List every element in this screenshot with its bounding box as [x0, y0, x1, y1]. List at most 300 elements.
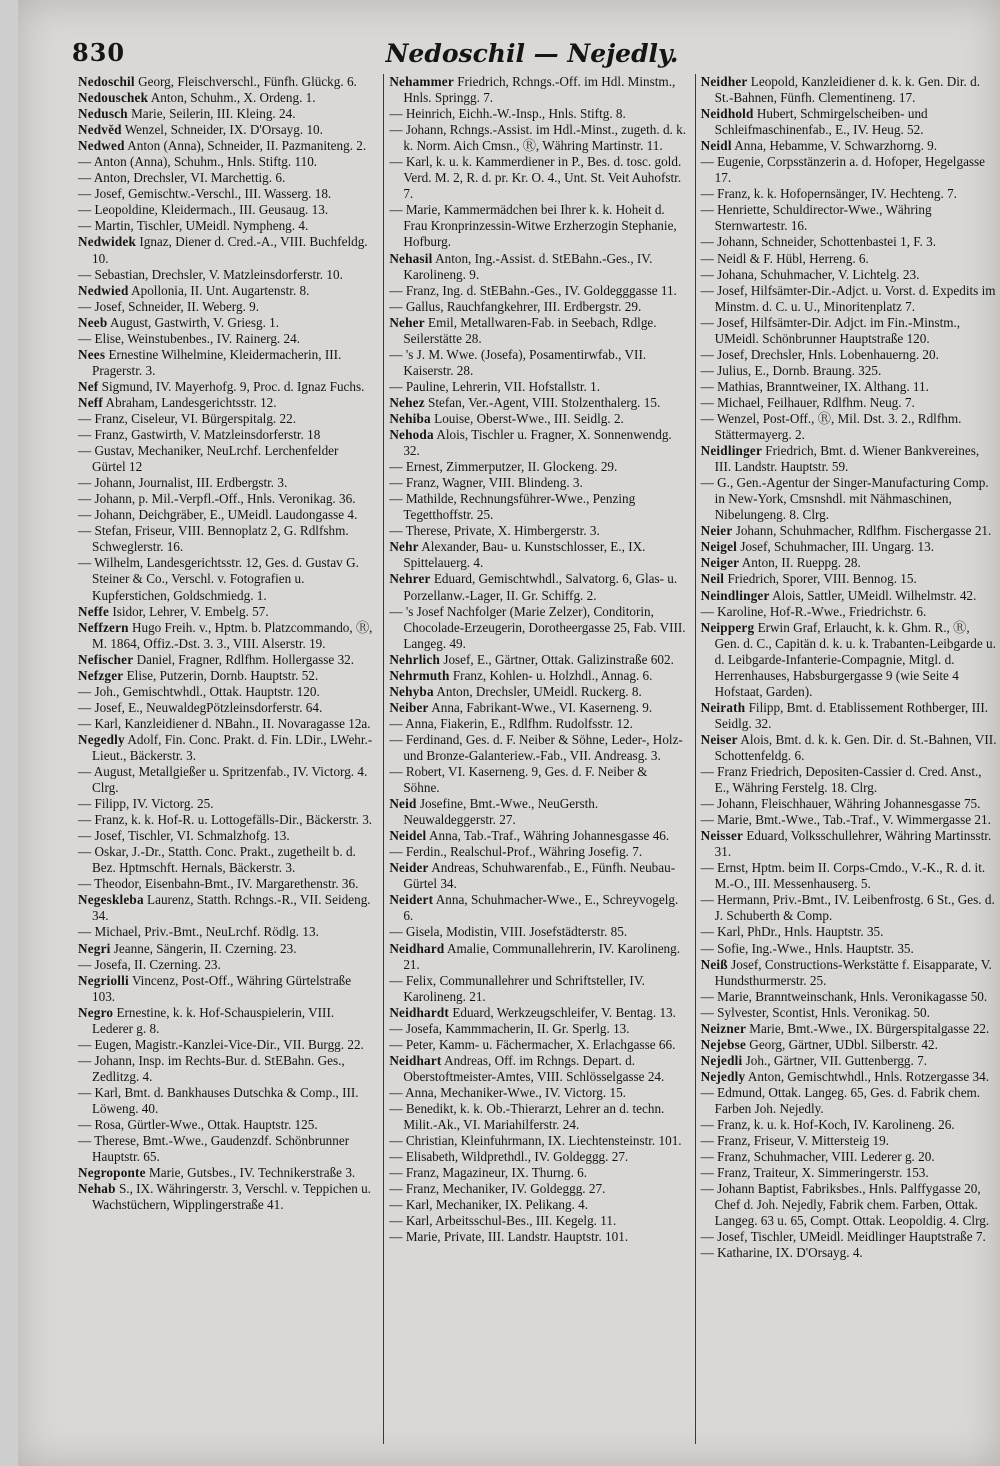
directory-entry [701, 1021, 998, 1037]
entry-text: — Felix, Communallehrer und Schriftsteller, IV. Karolineng. 21. [389, 972, 645, 1004]
entry-surname: Neiß [700, 956, 728, 972]
entry-surname: Neindlinger [700, 587, 770, 603]
entry-text: Vincenz, Post-Off., Währing Gürtelstraße 103. [92, 972, 352, 1004]
entry-text: — Therese, Bmt.-Wwe., Gaudenzdf. Schönbrunner Hauptstr. 65. [78, 1133, 350, 1165]
directory-entry [701, 1085, 998, 1117]
directory-entry [78, 844, 375, 876]
directory-entry [78, 1181, 375, 1213]
directory-entry [389, 347, 686, 379]
entry-text: — Josef, Drechsler, Hnls. Lobenhauerng. 20. [700, 346, 939, 362]
directory-entry [389, 523, 686, 539]
entry-text: — Karl, Mechaniker, IX. Pelikang. 4. [389, 1197, 589, 1213]
entry-text: — Elisabeth, Wildprethdl., IV. Goldeggg. 27. [389, 1149, 629, 1165]
entry-text: Anton, Ing.-Assist. d. StEBahn.-Ges., IV. Karolineng. 9. [403, 250, 653, 282]
entry-surname: Neid [389, 796, 417, 812]
directory-entry [701, 796, 998, 812]
directory-entry [78, 523, 375, 555]
directory-entry [701, 234, 998, 250]
directory-entry [78, 347, 375, 379]
entry-surname: Nedvěd [78, 122, 122, 138]
entry-text: Sigmund, IV. Mayerhofg. 9, Proc. d. Ignaz Fuchs. [101, 378, 365, 394]
entry-surname: Neidhardt [389, 1004, 450, 1020]
entry-surname: Nehrer [389, 571, 431, 587]
directory-entry [701, 74, 998, 106]
directory-entry [389, 604, 686, 652]
directory-entry [701, 1229, 998, 1245]
directory-entry [701, 186, 998, 202]
entry-text: Wenzel, Schneider, IX. D'Orsayg. 10. [124, 122, 323, 138]
directory-entry [389, 1101, 686, 1133]
directory-entry [701, 1037, 998, 1053]
entry-text: — Marie, Private, III. Landstr. Hauptstr. 101. [389, 1229, 629, 1245]
entry-surname: Neiser [700, 731, 738, 747]
directory-entry [701, 267, 998, 283]
directory-entry [78, 1117, 375, 1133]
entry-surname: Nefischer [78, 651, 134, 667]
directory-entry [701, 106, 998, 138]
entry-text: August, Gastwirth, V. Griesg. 1. [109, 314, 280, 330]
entry-text: — Pauline, Lehrerin, VII. Hofstallstr. 1. [389, 378, 601, 394]
directory-entry [701, 202, 998, 234]
entry-text: — Johann, p. Mil.-Verpfl.-Off., Hnls. Veronikag. 36. [78, 491, 356, 507]
directory-entry [389, 1053, 686, 1085]
entry-text: — Martin, Tischler, UMeidl. Nympheng. 4. [78, 218, 309, 234]
directory-entry [701, 812, 998, 828]
directory-entry [389, 1181, 686, 1197]
entry-text: — Josef, Hilfsämter-Dir.-Adjct. u. Vorst. d. Expedits im Minstm. d. C. u. U., Minoritenplatz 7. [700, 282, 996, 314]
directory-entry [78, 796, 375, 812]
directory-entry [78, 828, 375, 844]
directory-entry [389, 1021, 686, 1037]
entry-surname: Neigel [700, 539, 738, 555]
directory-entry [701, 732, 998, 764]
entry-surname: Nehr [389, 539, 419, 555]
entry-text: — Eugen, Magistr.-Kanzlei-Vice-Dir., VII. Burgg. 22. [78, 1036, 364, 1052]
directory-entry [389, 892, 686, 924]
entry-text: — Franz, Gastwirth, V. Matzleinsdorferstr. 18 [78, 427, 321, 443]
directory-entry [78, 604, 375, 620]
directory-entry [78, 443, 375, 475]
entry-text: — Eugenie, Corpsstänzerin a. d. Hofoper, Hegelgasse 17. [700, 154, 986, 186]
entry-text: Joh., Gärtner, VII. Guttenbergg. 7. [745, 1052, 928, 1068]
entry-surname: Neider [389, 860, 429, 876]
directory-entry [389, 860, 686, 892]
entry-surname: Neisser [700, 828, 744, 844]
entry-text: Friedrich, Rchngs.-Off. im Hdl. Minstm., Hnls. Springg. 7. [403, 74, 676, 106]
entry-text: Alexander, Bau- u. Kunstschlosser, E., IX. Spittelauerg. 4. [403, 539, 646, 571]
entry-text: — Rosa, Gürtler-Wwe., Ottak. Hauptstr. 125. [78, 1117, 318, 1133]
entry-surname: Nehammer [389, 74, 454, 89]
entry-surname: Negroponte [78, 1165, 146, 1181]
entry-text: — Franz, Magazineur, IX. Thurng. 6. [389, 1165, 588, 1181]
entry-text: — Josef, Gemischtw.-Verschl., III. Wasserg. 18. [78, 186, 332, 202]
directory-entry [389, 106, 686, 122]
entry-text: Friedrich, Sporer, VIII. Bennog. 15. [727, 571, 917, 587]
directory-entry [78, 299, 375, 315]
directory-entry [389, 684, 686, 700]
entry-surname: Negedly [78, 731, 125, 747]
directory-entry [78, 876, 375, 892]
directory-entry [78, 234, 375, 266]
entry-surname: Nejebse [700, 1036, 746, 1052]
directory-entry [389, 491, 686, 523]
entry-text: — Karoline, Hof-R.-Wwe., Friedrichstr. 6. [700, 603, 927, 619]
directory-entry [78, 1085, 375, 1117]
entry-text: — Anna, Mechaniker-Wwe., IV. Victorg. 15. [389, 1084, 626, 1100]
entry-text: — Ferdin., Realschul-Prof., Währing Josefig. 7. [389, 844, 643, 860]
directory-entry [78, 202, 375, 218]
entry-text: Eduard, Werkzeugschleifer, V. Bentag. 13. [452, 1004, 676, 1020]
entry-text: Josef, E., Gärtner, Ottak. Galizinstraße 602. [443, 651, 674, 667]
directory-entry [78, 218, 375, 234]
entry-surname: Nehiba [389, 410, 431, 426]
entry-text: Georg, Gärtner, UDbl. Silberstr. 42. [749, 1036, 938, 1052]
entry-text: — Gisela, Modistin, VIII. Josefstädterstr. 85. [389, 924, 628, 940]
directory-entry [389, 283, 686, 299]
directory-entry [78, 620, 375, 652]
entry-text: — Johann, Rchngs.-Assist. im Hdl.-Minst., zugeth. d. k. k. Norm. Aich Cmsn., Ⓡ, Währing Martinstr. 11. [389, 122, 687, 154]
directory-entry [701, 539, 998, 555]
entry-text: Marie, Bmt.-Wwe., IX. Bürgerspitalgasse 22. [749, 1020, 990, 1036]
entry-text: Hugo Freih. v., Hptm. b. Platzcommando, Ⓡ, M. 1864, Offiz.-Dst. 3. 3., VIII. Alserstr. 19. [92, 619, 373, 651]
entry-surname: Nehrlich [389, 651, 441, 667]
columns [78, 74, 998, 1444]
directory-entry [389, 716, 686, 732]
entry-text: Anton, Schuhm., X. Ordeng. 1. [150, 90, 316, 106]
directory-entry [701, 523, 998, 539]
entry-text: — Anton (Anna), Schuhm., Hnls. Stiftg. 110. [78, 154, 318, 170]
directory-entry [78, 267, 375, 283]
directory-entry [389, 1197, 686, 1213]
directory-entry [389, 459, 686, 475]
entry-text: — Neidl & F. Hübl, Herreng. 6. [700, 250, 869, 266]
directory-entry [701, 1245, 998, 1261]
entry-text: Erwin Graf, Erlaucht, k. k. Ghm. R., Ⓡ, Gen. d. C., Capitän d. k. u. k. Trabanten-Leibgarde u. d. Leibgarde-Infanterie-Compagnie, Mitgl. d. Herrenhauses, Habsburgergasse 9 (wie Seite 4 Hofstaat, Garden). [714, 619, 996, 699]
directory-entry [78, 652, 375, 668]
entry-surname: Neffzern [78, 619, 129, 635]
entry-text: — Heinrich, Eichh.-W.-Insp., Hnls. Stiftg. 8. [389, 106, 626, 122]
directory-entry [701, 411, 998, 443]
entry-text: Adolf, Fin. Conc. Prakt. d. Fin. LDir., LWehr.-Lieut., Bäckerstr. 3. [92, 731, 373, 763]
directory-entry [78, 764, 375, 796]
entry-surname: Nees [78, 346, 106, 362]
entry-text: — Sebastian, Drechsler, V. Matzleinsdorferstr. 10. [78, 266, 343, 282]
directory-entry [701, 571, 998, 587]
directory-entry [701, 1069, 998, 1085]
entry-text: Georg, Fleischverschl., Fünfh. Glückg. 6. [138, 74, 357, 89]
directory-entry [389, 395, 686, 411]
entry-text: Leopold, Kanzleidiener d. k. k. Gen. Dir. d. St.-Bahnen, Fünfh. Clementineng. 17. [714, 74, 981, 106]
entry-text: — Marie, Kammermädchen bei Ihrer k. k. Hoheit d. Frau Kronprinzessin-Witwe Erzherzogin Stephanie, Hofburg. [389, 202, 677, 250]
entry-text: — Johann, Schneider, Schottenbastei 1, F. 3. [700, 234, 937, 250]
directory-entry [78, 924, 375, 940]
directory-entry [78, 122, 375, 138]
directory-entry [78, 331, 375, 347]
entry-text: — Karl, Kanzleidiener d. NBahn., II. Novaragasse 12a. [78, 715, 371, 731]
entry-text: — August, Metallgießer u. Spritzenfab., IV. Victorg. 4. Clrg. [78, 764, 368, 796]
entry-text: Anton, Gemischtwhdl., Hnls. Rotzergasse 34. [747, 1068, 989, 1084]
entry-text: — Marie, Bmt.-Wwe., Tab.-Traf., V. Wimmergasse 21. [700, 812, 991, 828]
directory-entry [701, 892, 998, 924]
directory-entry [78, 732, 375, 764]
entry-text: Marie, Seilerin, III. Kleing. 24. [131, 106, 296, 122]
entry-surname: Nedwed [78, 138, 125, 154]
entry-text: — Josefa, Kammmacherin, II. Gr. Sperlg. 13. [389, 1020, 630, 1036]
directory-entry [701, 604, 998, 620]
entry-text: — G., Gen.-Agentur der Singer-Manufacturing Comp. in New-York, Cmsnshdl. mit Nähmaschinen, Nibelungeng. 8. Clrg. [700, 475, 989, 523]
entry-text: Amalie, Communallehrerin, IV. Karolineng. 21. [403, 940, 681, 972]
entry-text: — Josef, E., NeuwaldegPötzleinsdorferstr. 64. [78, 699, 323, 715]
entry-text: — Sofie, Ing.-Wwe., Hnls. Hauptstr. 35. [700, 940, 914, 956]
entry-text: — Franz, Friseur, V. Mittersteig 19. [700, 1133, 890, 1149]
directory-entry [389, 251, 686, 283]
entry-text: — Franz, Wagner, VIII. Blindeng. 3. [389, 475, 583, 491]
directory-entry [389, 379, 686, 395]
entry-text: — Michael, Priv.-Bmt., NeuLrchf. Rödlg. 13. [78, 924, 319, 940]
directory-entry [78, 475, 375, 491]
directory-entry [389, 571, 686, 603]
entry-text: Eduard, Volksschullehrer, Währing Martinsstr. 31. [714, 828, 992, 860]
entry-text: Friedrich, Bmt. d. Wiener Bankvereines, III. Landstr. Hauptstr. 59. [714, 443, 980, 475]
entry-surname: Neidert [389, 892, 434, 908]
directory-entry [78, 170, 375, 186]
directory-entry [389, 154, 686, 202]
directory-entry [701, 251, 998, 267]
directory-entry [701, 1133, 998, 1149]
entry-text: — Oskar, J.-Dr., Statth. Conc. Prakt., zugetheilt b. d. Bez. Hptmschft. Hernals, Bäckerstr. 3. [78, 844, 356, 876]
entry-text: — Johann, Insp. im Rechts-Bur. d. StEBahn. Ges., Zedlitzg. 4. [78, 1052, 345, 1084]
entry-text: — Filipp, IV. Victorg. 25. [78, 796, 214, 812]
entry-text: Josefine, Bmt.-Wwe., NeuGersth. Neuwaldeggerstr. 27. [403, 796, 599, 828]
entry-text: — Johana, Schuhmacher, V. Lichtelg. 23. [700, 266, 920, 282]
entry-text: — Franz, Ciseleur, VI. Bürgerspitalg. 22. [78, 410, 297, 426]
entry-text: Alois, Tischler u. Fragner, X. Sonnenwendg. 32. [403, 427, 672, 459]
entry-text: — Johann, Journalist, III. Erdbergstr. 3. [78, 475, 288, 491]
directory-entry [701, 555, 998, 571]
entry-surname: Neier [700, 523, 733, 539]
entry-text: Filipp, Bmt. d. Etablissement Rothberger, III. Seidlg. 32. [714, 699, 989, 731]
entry-text: — Karl, Bmt. d. Bankhauses Dutschka & Comp., III. Löweng. 40. [78, 1084, 359, 1116]
entry-text: — 's J. M. Wwe. (Josefa), Posamentirwfab., VII. Kaiserstr. 28. [389, 346, 647, 378]
entry-text: Hubert, Schmirgelscheiben- und Schleifmaschinenfab., E., IV. Heug. 52. [714, 106, 928, 138]
entry-surname: Neeb [78, 314, 108, 330]
entry-text: Apollonia, II. Unt. Augartenstr. 8. [131, 282, 310, 298]
entry-surname: Neidhold [700, 106, 754, 122]
directory-entry [78, 716, 375, 732]
directory-entry [78, 315, 375, 331]
entry-surname: Neidl [700, 138, 732, 154]
directory-entry [78, 395, 375, 411]
directory-entry [701, 315, 998, 347]
directory-entry [389, 299, 686, 315]
directory-entry [389, 1005, 686, 1021]
entry-surname: Neidher [700, 74, 748, 89]
directory-entry [701, 283, 998, 315]
directory-entry [701, 764, 998, 796]
directory-entry [78, 973, 375, 1005]
column-2 [383, 74, 686, 1444]
entry-surname: Neffe [78, 603, 110, 619]
directory-entry [701, 379, 998, 395]
entry-text: Emil, Metallwaren-Fab. in Seebach, Rdlge. Seilerstätte 28. [403, 314, 657, 346]
entry-text: — Franz, k. k. Hof-R. u. Lottogefälls-Dir., Bäckerstr. 3. [78, 812, 373, 828]
entry-text: — Karl, k. u. k. Kammerdiener in P., Bes. d. tosc. gold. Verd. M. 2, R. d. pr. Kr. O. 4., Unt. St. Veit Auhofstr. 7. [389, 154, 682, 202]
entry-text: S., IX. Währingerstr. 3, Verschl. v. Teppichen u. Wachstüchern, Wipplingerstraße 41. [92, 1181, 371, 1213]
entry-text: — Franz Friedrich, Depositen-Cassier d. Cred. Anst., E., Währing Ferstelg. 18. Clrg. [700, 764, 982, 796]
directory-entry [389, 427, 686, 459]
entry-surname: Nehab [78, 1181, 116, 1197]
directory-entry [389, 315, 686, 347]
entry-text: — Christian, Kleinfuhrmann, IX. Liechtensteinstr. 101. [389, 1133, 682, 1149]
entry-surname: Neidhart [389, 1052, 442, 1068]
entry-text: — Ferdinand, Ges. d. F. Neiber & Söhne, Leder-, Holz- und Bronze-Galanteriew.-Fab., VII. Andreasg. 3. [389, 731, 683, 763]
entry-surname: Negro [78, 1004, 114, 1020]
directory-entry [78, 1053, 375, 1085]
entry-text: Eduard, Gemischtwhdl., Salvatorg. 6, Glas- u. Porzellanw.-Lager, II. Gr. Schiffg. 2. [403, 571, 678, 603]
directory-entry [701, 828, 998, 860]
entry-text: Ernestine Wilhelmine, Kleidermacherin, III. Pragerstr. 3. [92, 346, 342, 378]
entry-text: — Johann Baptist, Fabriksbes., Hnls. Palffygasse 20, Chef d. Joh. Nejedly, Fabrik chem. Farben, Ottak. Langeg. 63 u. 65, Compt. Ottak. Leopoldig. 4. Clrg. [700, 1181, 990, 1229]
directory-entry [389, 668, 686, 684]
entry-surname: Nedouschek [78, 90, 149, 106]
entry-text: — Leopoldine, Kleidermach., III. Geusaug. 13. [78, 202, 329, 218]
directory-entry [78, 106, 375, 122]
entry-surname: Neidlinger [700, 443, 762, 459]
directory-entry [78, 411, 375, 427]
directory-entry [701, 1165, 998, 1181]
entry-surname: Neipperg [700, 619, 755, 635]
directory-entry [78, 941, 375, 957]
entry-text: — Theodor, Eisenbahn-Bmt., IV. Margarethenstr. 36. [78, 876, 359, 892]
entry-text: — Therese, Private, X. Himbergerstr. 3. [389, 523, 600, 539]
entry-text: — Franz, Traiteur, X. Simmeringerstr. 153. [700, 1165, 929, 1181]
entry-text: — Ernst, Hptm. beim II. Corps-Cmdo., V.-K., R. d. it. M.-O., III. Messenhauserg. 5. [700, 860, 986, 892]
entry-text: — Marie, Branntweinschank, Hnls. Veronikagasse 50. [700, 988, 988, 1004]
entry-surname: Neil [700, 571, 725, 587]
entry-text: — Mathilde, Rechnungsführer-Wwe., Penzing Tegetthoffstr. 25. [389, 491, 636, 523]
entry-surname: Neiber [389, 699, 429, 715]
entry-surname: Negeskleba [78, 892, 144, 908]
entry-text: Anton, Drechsler, UMeidl. Ruckerg. 8. [436, 683, 642, 699]
entry-text: Andreas, Schuhwarenfab., E., Fünfh. Neubau-Gürtel 34. [403, 860, 676, 892]
directory-entry [701, 1149, 998, 1165]
entry-text: Anna, Hebamme, V. Schwarzhorng. 9. [734, 138, 938, 154]
entry-text: — Wenzel, Post-Off., Ⓡ, Mil. Dst. 3. 2., Rdlfhm. Stättermayerg. 2. [700, 410, 962, 443]
directory-entry [389, 475, 686, 491]
directory-entry [701, 443, 998, 475]
entry-text: Josef, Schuhmacher, III. Ungarg. 13. [740, 539, 935, 555]
entry-surname: Nejedly [700, 1068, 746, 1084]
directory-entry [78, 138, 375, 154]
entry-text: Anna, Tab.-Traf., Währing Johannesgasse 46. [429, 828, 670, 844]
directory-entry [701, 1117, 998, 1133]
directory-entry [389, 1085, 686, 1101]
entry-text: Andreas, Off. im Rchngs. Depart. d. Oberstoftmeister-Amtes, VIII. Schlösselgasse 24. [403, 1052, 665, 1084]
entry-text: Ernestine, k. k. Hof-Schauspielerin, VIII. Lederer g. 8. [92, 1004, 335, 1036]
entry-text: Stefan, Ver.-Agent, VIII. Stolzenthalerg. 15. [428, 394, 661, 410]
entry-text: Anton, II. Rueppg. 28. [741, 555, 861, 571]
entry-text: — 's Josef Nachfolger (Marie Zelzer), Conditorin, Chocolade-Erzeugerin, Dorotheergasse 25, Fab. VIII. Langeg. 49. [389, 603, 686, 651]
entry-text: Daniel, Fragner, Rdlfhm. Hollergasse 32. [136, 651, 355, 667]
directory-entry [78, 491, 375, 507]
entry-text: — Mathias, Branntweiner, IX. Althang. 11. [700, 378, 929, 394]
directory-entry [389, 700, 686, 716]
directory-entry [701, 138, 998, 154]
directory-entry [389, 1165, 686, 1181]
entry-surname: Nehasil [389, 250, 433, 266]
directory-entry [701, 957, 998, 989]
column-1 [78, 74, 375, 1444]
directory-entry [701, 924, 998, 940]
entry-text: — Karl, Arbeitsschul-Bes., III. Kegelg. 11. [389, 1213, 617, 1229]
entry-text: — Franz, Ing. d. StEBahn.-Ges., IV. Goldegggasse 11. [389, 282, 677, 298]
directory-entry [701, 860, 998, 892]
entry-surname: Nejedli [700, 1052, 743, 1068]
directory-entry [389, 202, 686, 250]
entry-surname: Neidel [389, 828, 427, 844]
directory-entry [389, 1037, 686, 1053]
directory-entry [389, 122, 686, 154]
entry-surname: Nedwidek [78, 234, 137, 250]
entry-text: Isidor, Lehrer, V. Embelg. 57. [112, 603, 269, 619]
entry-surname: Negri [78, 940, 111, 956]
directory-entry [389, 764, 686, 796]
entry-text: — Anna, Fiakerin, E., Rdlfhm. Rudolfsstr. 12. [389, 715, 633, 731]
entry-text: — Sylvester, Scontist, Hnls. Veronikag. 50. [700, 1004, 930, 1020]
entry-text: — Wilhelm, Landesgerichtsstr. 12, Ges. d. Gustav G. Steiner & Co., Verschl. v. Fotografien u. Kupferstichen, Goldschmiedg. 1. [78, 555, 359, 603]
directory-entry [78, 74, 375, 90]
entry-surname: Neidhard [389, 940, 445, 956]
directory-entry [78, 892, 375, 924]
directory-entry [78, 812, 375, 828]
directory-entry [78, 957, 375, 973]
entry-text: Louise, Oberst-Wwe., III. Seidlg. 2. [434, 410, 624, 426]
directory-entry [389, 652, 686, 668]
entry-text: Marie, Gutsbes., IV. Technikerstraße 3. [148, 1165, 356, 1181]
entry-text: — Gustav, Mechaniker, NeuLrchf. Lerchenfelder Gürtel 12 [78, 443, 339, 475]
directory-entry [78, 684, 375, 700]
entry-surname: Nedoschil [78, 74, 135, 89]
directory-entry [701, 989, 998, 1005]
directory-entry [389, 411, 686, 427]
directory-entry [701, 941, 998, 957]
entry-text: Anna, Schuhmacher-Wwe., E., Schreyvogelg. 6. [403, 892, 679, 924]
directory-entry [78, 668, 375, 684]
directory-entry [78, 1005, 375, 1037]
directory-page [18, 0, 1000, 1466]
entry-text: Laurenz, Statth. Rchngs.-R., VII. Seideng. 34. [92, 892, 371, 924]
directory-entry [389, 732, 686, 764]
entry-text: Josef, Constructions-Werkstätte f. Eisapparate, V. Hundsthurmerstr. 25. [714, 956, 992, 988]
entry-text: — Josef, Schneider, II. Weberg. 9. [78, 298, 260, 314]
entry-text: — Josef, Tischler, UMeidl. Meidlinger Hauptstraße 7. [700, 1229, 986, 1245]
entry-text: Jeanne, Sängerin, II. Czerning. 23. [113, 940, 297, 956]
entry-surname: Neher [389, 314, 425, 330]
directory-entry [701, 1005, 998, 1021]
directory-entry [389, 1229, 686, 1245]
entry-text: — Hermann, Priv.-Bmt., IV. Leibenfrostg. 6 St., Ges. d. J. Schuberth & Comp. [700, 892, 995, 924]
directory-entry [701, 588, 998, 604]
entry-text: — Katharine, IX. D'Orsayg. 4. [700, 1245, 863, 1261]
entry-text: Ignaz, Diener d. Cred.-A., VIII. Buchfeldg. 10. [92, 234, 368, 266]
entry-text: — Franz, k. u. k. Hof-Koch, IV. Karolineng. 26. [700, 1117, 955, 1133]
directory-entry [78, 700, 375, 716]
entry-text: — Edmund, Ottak. Langeg. 65, Ges. d. Fabrik chem. Farben Joh. Nejedly. [700, 1084, 981, 1116]
entry-text: — Anton, Drechsler, VI. Marchettig. 6. [78, 170, 286, 186]
directory-entry [78, 1165, 375, 1181]
directory-entry [701, 1181, 998, 1229]
entry-text: — Elise, Weinstubenbes., IV. Rainerg. 24. [78, 330, 301, 346]
